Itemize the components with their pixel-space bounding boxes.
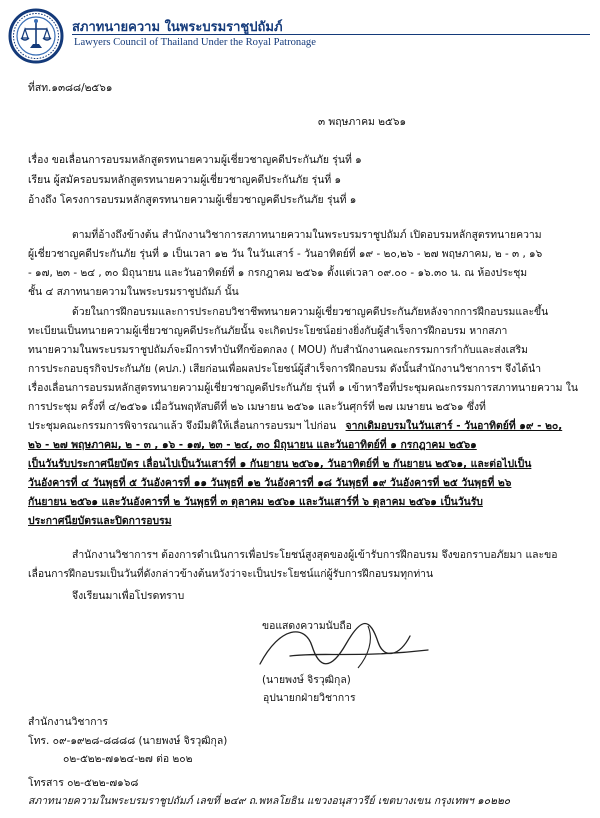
paragraph-2-line: การประกอบธุรกิจประกันภัย (คปภ.) เสียก่อนเพื่อผลประโยชน์ผู้สำเร็จการฝึกอบรม ดังนั้นสำนักงานวิชาการฯ จึงได้นำ (28, 363, 542, 375)
paragraph-2-line: ทนายความในพระบรมราชูปถัมภ์จะมีการทำบันทึกข้อตกลง ( MOU) กับสำนักงานคณะกรรมการกำกับและส่งเสริม (28, 344, 528, 356)
signatory-title: อุปนายกฝ่ายวิชาการ (263, 692, 356, 704)
postponement-notice-line: เป็นวันรับประกาศนียบัตร เลื่อนไปเป็นวันเสาร์ที่ ๑ กันยายน ๒๕๖๑, วันอาทิตย์ที่ ๒ กันยายน ๒๕๖๑, และต่อไปเป็น (28, 458, 532, 470)
paragraph-1-line: ผู้เชี่ยวชาญคดีประกันภัย รุ่นที่ ๑ เป็นเวลา ๑๒ วัน ในวันเสาร์ - วันอาทิตย์ที่ ๑๙ - ๒๐,๒๖ - ๒๗ พฤษภาคม, ๒ - ๓ , ๑๖ (28, 248, 543, 260)
footer-fax: โทรสาร ๐๒-๕๒๒-๗๑๖๘ (28, 777, 139, 789)
paragraph-3-line: เลื่อนการฝึกอบรมเป็นวันที่ดังกล่าวข้างต้นหวังว่าจะเป็นประโยชน์แก่ผู้รับการฝึกอบรมทุกท่าน (28, 568, 434, 580)
footer-office: สำนักงานวิชาการ (28, 716, 109, 728)
closing-request: จึงเรียนมาเพื่อโปรดทราบ (72, 590, 185, 602)
paragraph-2-line: ทะเบียนเป็นทนายความผู้เชี่ยวชาญคดีประกันภัยนั้น จะเกิดประโยชน์อย่างยิ่งกับผู้สำเร็จการฝึกอบรม หากสภา (28, 325, 508, 337)
paragraph-3 (28, 546, 557, 584)
paragraph-2-line: เรื่องเลื่อนการอบรมหลักสูตรทนายความผู้เชี่ยวชาญคดีประกันภัย รุ่นที่ ๑ เข้าหารือที่ประชุมคณะกรรมการสภาทนายความ ใน (28, 382, 578, 394)
recipient-line: เรียน ผู้สมัครอบรมหลักสูตรทนายความผู้เชี่ยวชาญคดีประกันภัย รุ่นที่ ๑ (28, 174, 342, 186)
postponement-notice-line: ประกาศนียบัตรและปิดการอบรม (28, 515, 172, 527)
postponement-notice-line: ๒๖ - ๒๗ พฤษภาคม, ๒ - ๓ , ๑๖ - ๑๗, ๒๓ - ๒๔, ๓๐ มิถุนายน และวันอาทิตย์ที่ ๑ กรกฎาคม ๒๕๖๑ (28, 439, 477, 451)
postponement-notice-line: กันยายน ๒๕๖๑ และวันอังคารที่ ๒ วันพุธที่ ๓ ตุลาคม ๒๕๖๑ และวันเสาร์ที่ ๖ ตุลาคม ๒๕๖๑ เป็นวันรับ (28, 496, 483, 508)
postponement-notice-bold: จากเดิมอบรมในวันเสาร์ - วันอาทิตย์ที่ ๑๙ - ๒๐, (345, 420, 563, 432)
paragraph-2-line: ประชุมคณะกรรมการพิจารณาแล้ว จึงมีมติให้เลื่อนการอบรมฯ ไปก่อน (28, 420, 337, 432)
footer-tel: โทร. ๐๙-๑๙๒๘-๘๘๘๘ (นายพงษ์ จิรวุฒิกุล) (28, 735, 228, 747)
footer-address: สภาทนายความในพระบรมราชูปถัมภ์ เลขที่ ๒๔๙ ถ.พหลโยธิน แขวงอนุสาวรีย์ เขตบางเขน กรุงเทพฯ ๑๐๒๒๐ (28, 795, 511, 807)
document-ref-number: ที่สท.๑๓๘๘/๒๕๖๑ (28, 82, 113, 94)
paragraph-1-line: ตามที่อ้างถึงข้างต้น สำนักงานวิชาการสภาทนายความในพระบรมราชูปถัมภ์ เปิดอบรมหลักสูตรทนายความ (72, 229, 542, 241)
paragraph-2-line-with-bold (28, 417, 578, 436)
postponement-notice-line: วันอังคารที่ ๔ วันพุธที่ ๕ วันอังคารที่ ๑๑ วันพุธที่ ๑๒ วันอังคารที่ ๑๘ วันพุธที่ ๑๙ วันอังคารที่ ๒๕ วันพุธที่ ๒๖ (28, 477, 512, 489)
org-name-thai: สภาทนายความ ในพระบรมราชูปถัมภ์ (72, 20, 283, 35)
paragraph-1-line: - ๑๗, ๒๓ - ๒๔ , ๓๐ มิถุนายน และวันอาทิตย์ที่ ๑ กรกฎาคม ๒๕๖๑ ตั้งแต่เวลา ๐๙.๐๐ - ๑๖.๓๐ น. ณ ห้องประชุม (28, 267, 528, 279)
paragraph-3-line: สำนักงานวิชาการฯ ต้องการดำเนินการเพื่อประโยชน์สูงสุดของผู้เข้ารับการฝึกอบรม จึงขอกราบอภัยมา และขอ (72, 549, 558, 561)
document-date: ๓ พฤษภาคม ๒๕๖๑ (318, 116, 407, 128)
signature-closing: ขอแสดงความนับถือ (262, 620, 352, 632)
paragraph-2-line: ด้วยในการฝึกอบรมและการประกอบวิชาชีพทนายความผู้เชี่ยวชาญคดีประกันภัยหลังจากการฝึกอบรมและขึ้น (72, 306, 549, 318)
signatory-name: (นายพงษ์ จิรวุฒิกุล) (262, 674, 351, 686)
reference-line: อ้างถึง โครงการอบรมหลักสูตรทนายความผู้เชี่ยวชาญคดีประกันภัย รุ่นที่ ๑ (28, 194, 357, 206)
paragraph-1-line: ชั้น ๔ สภาทนายความในพระบรมราชูปถัมภ์ นั้น (28, 286, 239, 298)
paragraph-2 (28, 303, 578, 531)
letterhead-divider (72, 34, 590, 35)
paragraph-1 (28, 226, 542, 302)
council-seal-logo (8, 8, 64, 64)
paragraph-2-line: การประชุม ครั้งที่ ๔/๒๕๖๑ เมื่อวันพฤหัสบดีที่ ๒๖ เมษายน ๒๕๖๑ และวันศุกร์ที่ ๒๗ เมษายน ๒๕๖๑ ซึ่งที่ (28, 401, 486, 413)
footer-tel-2: ๐๒-๕๒๒-๗๑๒๔-๒๗ ต่อ ๒๐๒ (63, 753, 193, 765)
org-name-english: Lawyers Council of Thailand Under the Royal Patronage (74, 37, 316, 48)
subject-line: เรื่อง ขอเลื่อนการอบรมหลักสูตรทนายความผู้เชี่ยวชาญคดีประกันภัย รุ่นที่ ๑ (28, 154, 362, 166)
